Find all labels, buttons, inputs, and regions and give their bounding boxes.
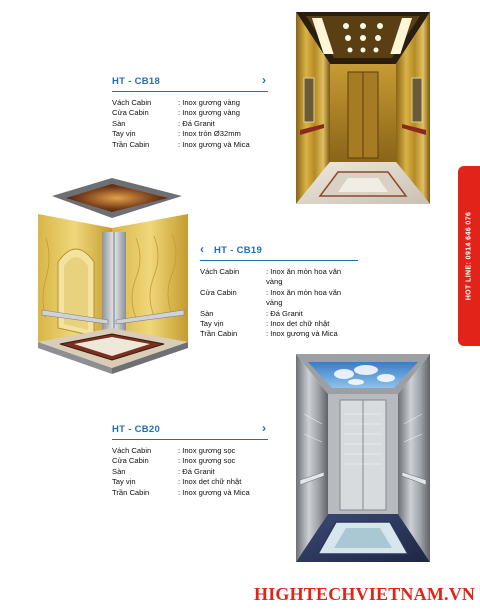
spec-block-cb19 [200, 242, 358, 340]
spec-row-ceiling: Trần Cabin : Inox gương và Mica [112, 487, 250, 497]
cabin-image-cb20 [296, 354, 430, 562]
spec-row-walls: Vách Cabin : Inox ăn mòn hoa văn vàng [200, 267, 342, 287]
model-title-cb20: HT - CB20 [112, 424, 161, 435]
spec-row-ceiling: Trần Cabin : Inox gương và Mica [200, 329, 338, 339]
model-title-cb18: HT - CB18 [112, 76, 161, 87]
chevron-right-icon: › [262, 73, 266, 87]
spec-row-door: Cửa Cabin : Inox gương vàng [112, 108, 240, 118]
cabin-image-cb18 [296, 12, 430, 204]
hotline-tab[interactable] [458, 166, 480, 346]
spec-row-door: Cửa Cabin : Inox gương sọc [112, 456, 236, 466]
divider [112, 439, 268, 440]
divider [112, 91, 268, 92]
spec-row-walls: Vách Cabin : Inox gương sọc [112, 446, 236, 455]
spec-block-cb20 [112, 421, 268, 498]
model-title-cb19: HT - CB19 [214, 245, 263, 256]
spec-row-ceiling: Trần Cabin : Inox gương và Mica [112, 139, 250, 149]
spec-row-floor: Sàn : Đá Granit [112, 118, 215, 128]
spec-row-floor: Sàn : Đá Granit [200, 308, 303, 318]
chevron-left-icon: ‹ [200, 242, 204, 256]
cabin-image-cb19 [32, 178, 192, 380]
spec-row-handrail: Tay vịn : Inox dẹt chữ nhật [200, 319, 330, 329]
chevron-right-icon: › [262, 421, 266, 435]
site-name[interactable]: HIGHTECHVIETNAM.VN [254, 584, 476, 604]
spec-row-handrail: Tay vịn : Inox dẹt chữ nhật [112, 477, 242, 487]
spec-row-door: Cửa Cabin : Inox ăn mòn hoa văn vàng [200, 287, 342, 308]
hotline-text: HOT LINE: 0914 646 076 [465, 211, 473, 301]
spec-row-walls: Vách Cabin : Inox gương vàng [112, 98, 240, 107]
divider [200, 260, 358, 261]
spec-row-handrail: Tay vịn : Inox tròn Ø32mm [112, 129, 241, 139]
spec-row-floor: Sàn : Đá Granit [112, 466, 215, 476]
spec-block-cb18 [112, 73, 268, 150]
